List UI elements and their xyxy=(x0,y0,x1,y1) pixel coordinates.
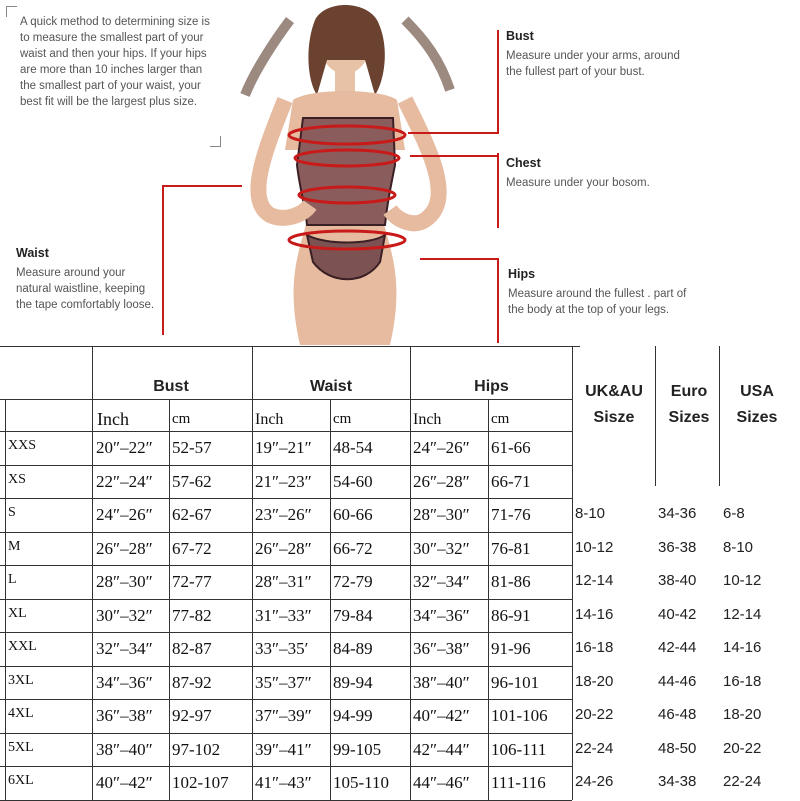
hips-cm-cell: 61-66 xyxy=(491,438,531,457)
waist-text: Measure around your natural waistline, keeping the tape comfortably loose. xyxy=(16,267,155,311)
hips-inch-unit: Inch xyxy=(413,411,442,428)
bust-inch-unit: Inch xyxy=(97,409,129,429)
bust-inch-cell: 22″–24″ xyxy=(96,471,153,491)
size-label: XXL xyxy=(8,639,37,654)
waist-cm-unit: cm xyxy=(333,411,352,427)
waist-inch-cell: 37″–39″ xyxy=(255,706,312,725)
chest-marker-line xyxy=(497,153,499,228)
hips-inch-cell: 42″–44″ xyxy=(413,739,470,759)
bust-cm-cell: 67-72 xyxy=(172,538,212,558)
hips-inch-cell: 34″–36″ xyxy=(413,605,470,625)
hips-inch-cell: 36″–38″ xyxy=(413,639,470,658)
waist-cm-cell: 105-110 xyxy=(333,773,390,792)
uk-au-cell: 10-12 xyxy=(575,538,614,556)
hips-cm-cell: 106-111 xyxy=(491,739,547,759)
size-label: XXS xyxy=(8,438,37,453)
bust-group-header: Bust xyxy=(153,378,189,395)
waist-cm-cell: 60-66 xyxy=(333,505,373,524)
uk-au-cell: 12-14 xyxy=(575,572,614,589)
hips-inch-cell: 30″–32″ xyxy=(413,538,470,558)
bust-text: Measure under your arms, around the fullest part of your bust. xyxy=(506,50,680,78)
bust-marker-connector xyxy=(408,132,499,134)
waist-cm-cell: 72-79 xyxy=(333,572,373,591)
bust-cm-cell: 57-62 xyxy=(172,471,212,491)
size-label: XS xyxy=(8,471,26,487)
waist-cm-cell: 89-94 xyxy=(333,672,373,692)
waist-cm-cell: 84-89 xyxy=(333,639,373,658)
waist-cm-cell: 54-60 xyxy=(333,471,373,491)
bust-marker-line xyxy=(497,30,499,133)
waist-inch-cell: 41″–43″ xyxy=(255,773,312,792)
chest-note xyxy=(506,155,656,191)
euro-header: Euro Sizes xyxy=(668,383,710,426)
waist-marker-connector xyxy=(162,185,242,187)
uk-au-cell: 20-22 xyxy=(575,706,614,723)
row-divider xyxy=(0,699,572,700)
hips-marker-line xyxy=(497,258,499,343)
waist-inch-unit: Inch xyxy=(255,411,284,428)
waist-title: Waist xyxy=(16,246,49,260)
waist-inch-cell: 39″–41″ xyxy=(255,739,312,759)
row-divider xyxy=(0,465,572,466)
bust-inch-cell: 32″–34″ xyxy=(96,639,153,658)
usa-cell: 22-24 xyxy=(723,773,762,790)
euro-cell: 44-46 xyxy=(658,672,697,690)
size-label: 3XL xyxy=(8,672,34,688)
row-divider xyxy=(0,733,572,734)
hips-cm-cell: 96-101 xyxy=(491,672,540,692)
bust-inch-cell: 20″–22″ xyxy=(96,438,153,457)
waist-inch-cell: 33″–35′ xyxy=(255,639,309,658)
usa-cell: 14-16 xyxy=(723,639,762,656)
bust-inch-cell: 24″–26″ xyxy=(96,505,153,524)
bust-inch-cell: 34″–36″ xyxy=(96,672,153,692)
waist-marker-line xyxy=(162,185,164,335)
chest-text: Measure under your bosom. xyxy=(506,177,650,189)
usa-cell: 6-8 xyxy=(723,505,745,522)
measurement-guide xyxy=(0,0,800,345)
usa-cell: 10-12 xyxy=(723,572,762,589)
hips-inch-cell: 44″–46″ xyxy=(413,773,470,792)
hips-note xyxy=(508,266,698,318)
bust-inch-cell: 30″–32″ xyxy=(96,605,153,625)
hips-cm-cell: 86-91 xyxy=(491,605,531,625)
usa-cell: 8-10 xyxy=(723,538,754,556)
grid-units-bottom xyxy=(0,431,572,432)
hips-cm-unit: cm xyxy=(491,411,510,427)
hips-inch-cell: 32″–34″ xyxy=(413,572,470,591)
waist-inch-cell: 19″–21″ xyxy=(255,438,312,457)
waist-note xyxy=(16,245,161,313)
hips-title: Hips xyxy=(508,267,536,281)
bust-cm-cell: 87-92 xyxy=(172,672,212,692)
row-divider xyxy=(0,599,572,600)
grid-v-waist-cm xyxy=(330,399,331,800)
hips-cm-cell: 71-76 xyxy=(491,505,531,524)
usa-header: USA Sizes xyxy=(736,383,778,426)
waist-inch-cell: 26″–28″ xyxy=(255,538,312,558)
grid-v-hips-cm xyxy=(488,399,489,800)
waist-cm-cell: 99-105 xyxy=(333,739,382,759)
euro-cell: 48-50 xyxy=(658,739,697,757)
hips-marker-connector xyxy=(420,258,499,260)
hips-cm-cell: 81-86 xyxy=(491,572,531,591)
hips-cm-cell: 76-81 xyxy=(491,538,531,558)
bust-note xyxy=(506,28,686,80)
hips-cm-cell: 101-106 xyxy=(491,706,548,725)
hips-inch-cell: 40″–42″ xyxy=(413,706,470,725)
hips-group-header: Hips xyxy=(474,378,509,395)
size-label: XL xyxy=(8,605,27,621)
euro-cell: 38-40 xyxy=(658,572,697,589)
bust-inch-cell: 28″–30″ xyxy=(96,572,153,591)
uk-au-cell: 18-20 xyxy=(575,672,614,690)
bust-cm-cell: 97-102 xyxy=(172,739,221,759)
bust-cm-cell: 62-67 xyxy=(172,505,212,524)
waist-cm-cell: 48-54 xyxy=(333,438,373,457)
chest-marker-connector xyxy=(410,155,499,157)
bust-inch-cell: 26″–28″ xyxy=(96,538,153,558)
bust-inch-cell: 38″–40″ xyxy=(96,739,153,759)
grid-top xyxy=(0,346,580,347)
waist-cm-cell: 66-72 xyxy=(333,538,373,558)
size-label: 6XL xyxy=(8,773,34,788)
uk-au-header: UK&AU Sisze xyxy=(585,383,643,426)
waist-inch-cell: 28″–31″ xyxy=(255,572,312,591)
size-label: 4XL xyxy=(8,706,34,721)
waist-inch-cell: 31″–33″ xyxy=(255,605,312,625)
grid-v-intl xyxy=(572,346,573,800)
size-label: S xyxy=(8,505,16,520)
euro-cell: 34-36 xyxy=(658,505,697,522)
intro-bracket-top xyxy=(6,6,17,17)
row-divider xyxy=(0,666,572,667)
bust-cm-cell: 77-82 xyxy=(172,605,212,625)
grid-v-euro xyxy=(655,346,656,486)
euro-cell: 36-38 xyxy=(658,538,697,556)
hips-inch-cell: 26″–28″ xyxy=(413,471,470,491)
size-label: M xyxy=(8,538,21,554)
bust-title: Bust xyxy=(506,29,534,43)
chest-title: Chest xyxy=(506,156,541,170)
waist-inch-cell: 35″–37″ xyxy=(255,672,312,692)
hips-inch-cell: 24″–26″ xyxy=(413,438,470,457)
usa-cell: 18-20 xyxy=(723,706,762,723)
usa-cell: 16-18 xyxy=(723,672,762,690)
row-divider xyxy=(0,766,572,767)
size-label: L xyxy=(8,572,17,587)
euro-cell: 34-38 xyxy=(658,773,697,790)
row-divider xyxy=(0,498,572,499)
bust-cm-cell: 102-107 xyxy=(172,773,229,792)
waist-inch-cell: 23″–26″ xyxy=(255,505,312,524)
bust-cm-cell: 72-77 xyxy=(172,572,212,591)
bust-cm-cell: 92-97 xyxy=(172,706,212,725)
size-chart-table xyxy=(0,345,800,800)
uk-au-cell: 16-18 xyxy=(575,639,614,656)
waist-cm-cell: 79-84 xyxy=(333,605,373,625)
size-label: 5XL xyxy=(8,739,34,755)
waist-group-header: Waist xyxy=(309,378,353,395)
uk-au-cell: 24-26 xyxy=(575,773,614,790)
hips-cm-cell: 91-96 xyxy=(491,639,531,658)
bust-inch-cell: 36″–38″ xyxy=(96,706,153,725)
bust-cm-cell: 82-87 xyxy=(172,639,212,658)
hips-inch-cell: 28″–30″ xyxy=(413,505,470,524)
waist-cm-cell: 94-99 xyxy=(333,706,373,725)
grid-v-left xyxy=(5,399,6,800)
hips-inch-cell: 38″–40″ xyxy=(413,672,470,692)
euro-cell: 42-44 xyxy=(658,639,697,656)
bust-cm-unit: cm xyxy=(172,411,191,427)
euro-cell: 40-42 xyxy=(658,605,697,623)
usa-cell: 12-14 xyxy=(723,605,762,623)
euro-cell: 46-48 xyxy=(658,706,697,723)
row-divider xyxy=(0,532,572,533)
uk-au-cell: 14-16 xyxy=(575,605,614,623)
bust-cm-cell: 52-57 xyxy=(172,438,212,457)
grid-header-bottom xyxy=(0,399,572,400)
hips-cm-cell: 66-71 xyxy=(491,471,531,491)
grid-v-bust-cm xyxy=(169,399,170,800)
bust-inch-cell: 40″–42″ xyxy=(96,773,153,792)
grid-v-usa xyxy=(719,346,720,486)
intro-note: A quick method to determining size is to measure the smallest part of your waist and then your hips. If your hips are more than 10 inches larger than the smallest part of your waist, your best fit will be the largest plus size. xyxy=(20,16,210,108)
waist-inch-cell: 21″–23″ xyxy=(255,471,312,491)
model-figure-image xyxy=(215,0,480,345)
hips-cm-cell: 111-116 xyxy=(491,773,546,792)
hips-text: Measure around the fullest . part of the body at the top of your legs. xyxy=(508,288,687,316)
row-divider xyxy=(0,632,572,633)
usa-cell: 20-22 xyxy=(723,739,762,757)
uk-au-cell: 8-10 xyxy=(575,505,606,522)
uk-au-cell: 22-24 xyxy=(575,739,614,757)
row-divider xyxy=(0,565,572,566)
